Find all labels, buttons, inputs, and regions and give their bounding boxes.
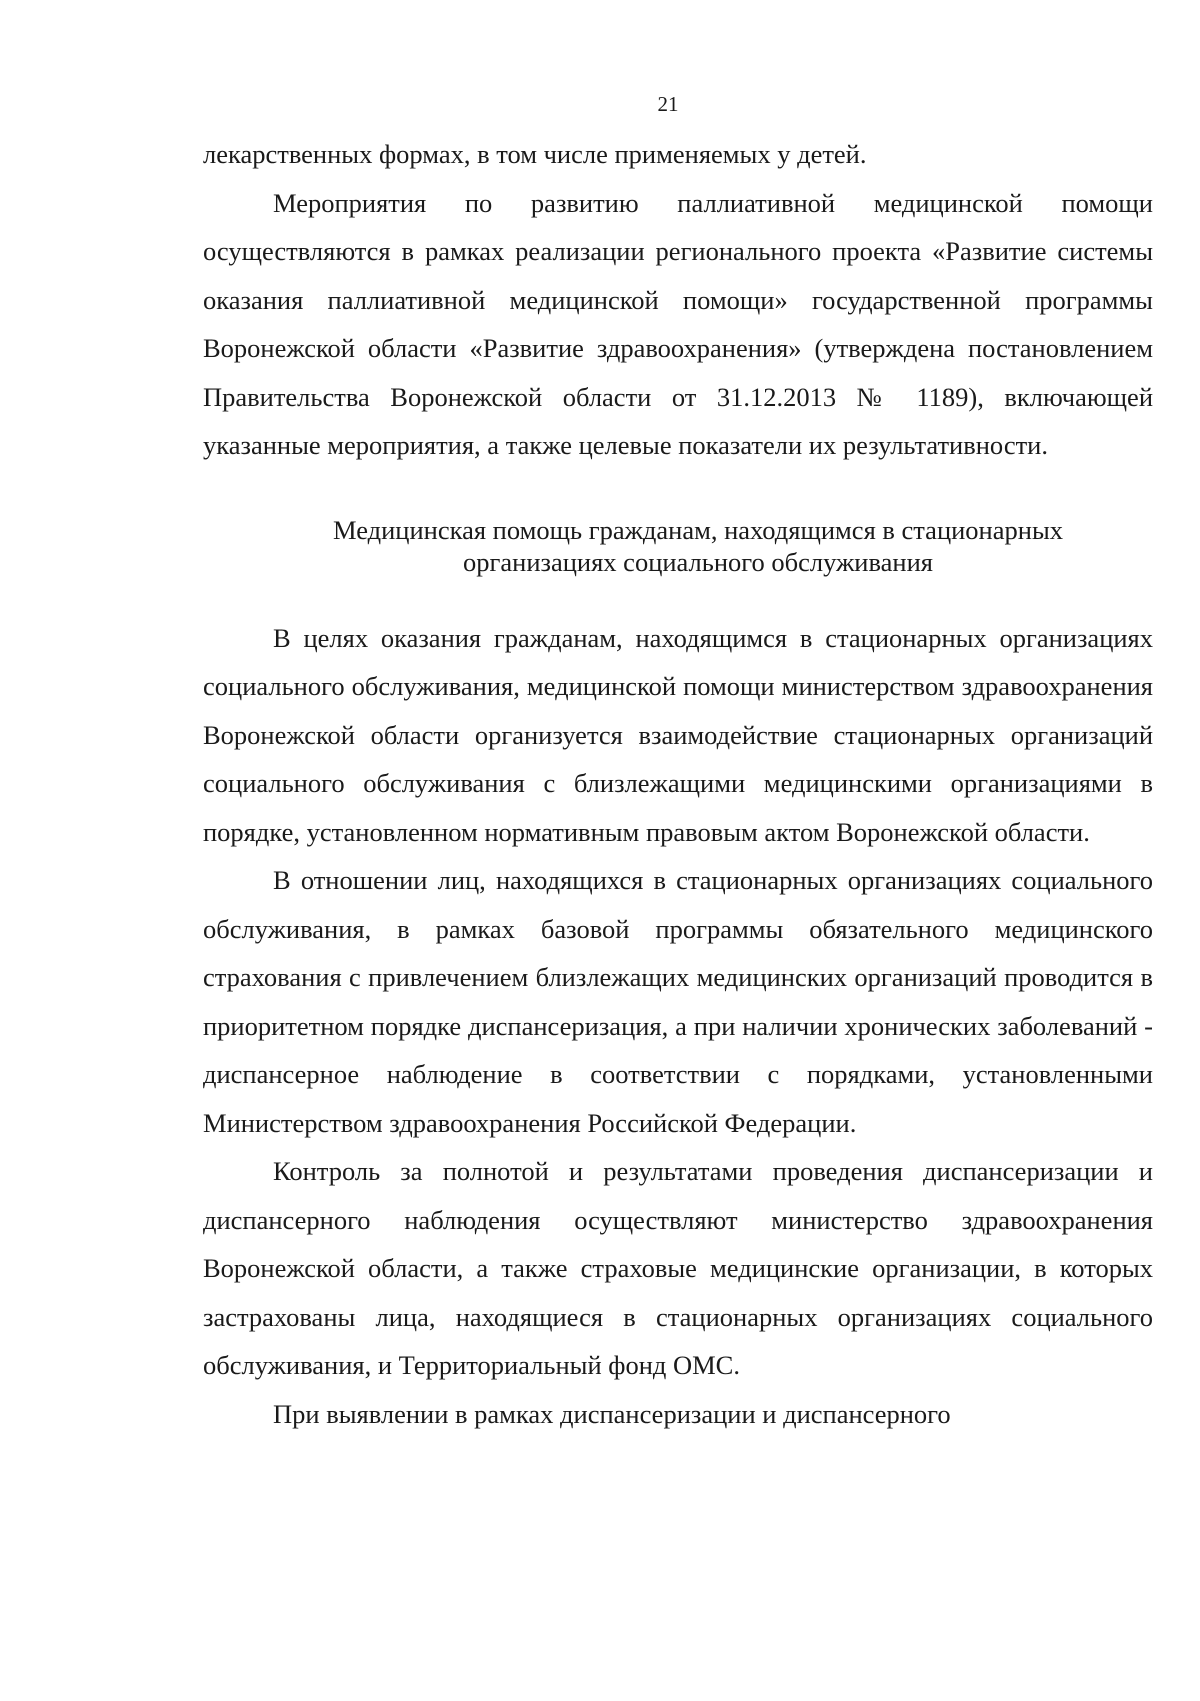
paragraph-control: Контроль за полнотой и результатами проведения диспансеризации и диспансерного наблюдения осуществляют министерство здравоохранения Воронежской области, а также страховые медицинские организации, в которых застрахованы лица, находящиеся в стационарных организациях социального обслуживания, и Территориальный фонд ОМС. — [203, 1156, 1153, 1380]
section-heading: Медицинская помощь гражданам, находящимся в стационарных организациях социального обслуживания — [333, 514, 1063, 577]
paragraph-cooperation: В целях оказания гражданам, находящимся в стационарных организациях социального обслуживания, медицинской помощи министерством здравоохранения Воронежской области организуется взаимодействие стационарных организаций социального обслуживания с близлежащими медицинскими организациями в порядке, установленном нормативным правовым актом Воронежской области. — [203, 622, 1153, 847]
document-body — [203, 130, 1153, 1438]
paragraph-palliative-care: Мероприятия по развитию паллиативной медицинской помощи осуществляются в рамках реализации регионального проекта «Развитие системы оказания паллиативной медицинской помощи» государственной программы Воронежской области «Развитие здравоохранения» (утверждена постановлением Правительства Воронежской области от 31.12.2013 № 1189), включающей указанные мероприятия, а также целевые показатели их результативности. — [203, 187, 1153, 460]
page-number: 21 — [657, 92, 679, 116]
paragraph-dispensary: В отношении лиц, находящихся в стационарных организациях социального обслуживания, в рамках базовой программы обязательного медицинского страхования с привлечением близлежащих медицинских организаций проводится в приоритетном порядке диспансеризация, а при наличии хронических заболеваний - диспансерное наблюдение в соответствии с порядками, установленными Министерством здравоохранения Российской Федерации. — [203, 865, 1153, 1138]
paragraph-continuation: лекарственных формах, в том числе применяемых у детей. — [203, 139, 867, 169]
paragraph-detection: При выявлении в рамках диспансеризации и диспансерного — [273, 1398, 951, 1429]
